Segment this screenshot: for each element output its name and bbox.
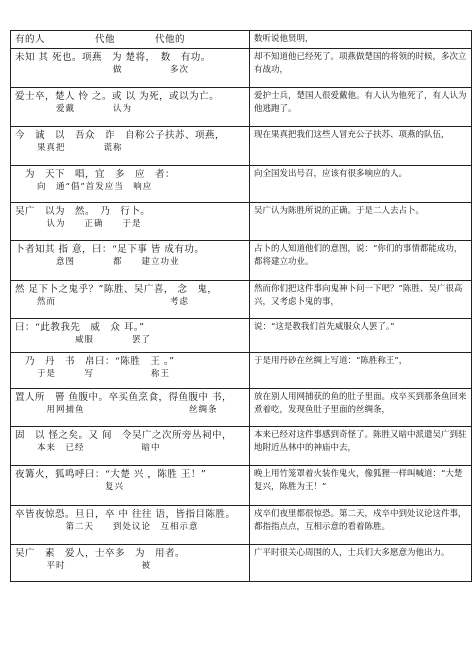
original-text-cell (11, 319, 250, 353)
original-sentence: 曰：“此教我先 威 众 耳。” (15, 322, 145, 333)
original-sentence: 有的人 代他 代他的 (15, 34, 186, 45)
table-row (11, 389, 472, 427)
original-text-cell (11, 241, 250, 281)
table-row (11, 166, 472, 203)
modern-translation: 爱护士兵，楚国人很爱戴他。有人认为他死了，有人认为他逃跑了。 (254, 91, 467, 114)
modern-translation: 晚上用竹笼罩着火装作鬼火，像狐狸一样叫喊道：“大楚复兴，陈胜为王！” (254, 469, 463, 492)
word-annotation: 向 通“倡”首发应当 响应 (37, 182, 153, 192)
modern-translation: 戍卒们夜里都很惊恐。第二天，戍卒中到处议论这件事，都指指点点，互相示意的看着陈胜。 (254, 509, 467, 532)
translation-cell (250, 506, 472, 545)
original-text-cell (11, 353, 250, 389)
translation-cell (250, 319, 472, 353)
original-sentence: 卒皆夜惊恐。旦日，卒 中 往往 语，皆指目陈胜。 (15, 509, 236, 520)
modern-translation: 向全国发出号召，应该有很多响应的人。 (254, 169, 408, 179)
table-row (11, 506, 472, 545)
translation-cell (250, 127, 472, 166)
word-annotation: 本来 已经 暗中 (37, 443, 161, 453)
word-annotation: 认为 正确 于是 (37, 219, 142, 229)
modern-translation: 却不知道他已经死了。项燕做楚国的将领的时候，多次立有战功， (254, 52, 467, 75)
original-text-cell (11, 49, 250, 88)
modern-translation: 放在别人用网捕获的鱼的肚子里面。戍卒买到那条鱼回来煮着吃，发现鱼肚子里面的丝绸条， (254, 392, 467, 415)
original-text-cell (11, 389, 250, 427)
translation-cell (250, 31, 472, 49)
modern-translation: 广平时很关心周围的人，士兵们大多愿意为他出力。 (254, 548, 450, 558)
modern-translation: 本来已经对这件事感到奇怪了。陈胜又暗中派遣吴广到驻地附近丛林中的神庙中去， (254, 430, 467, 453)
word-annotation: 威服 罢了 (37, 335, 152, 345)
original-sentence: 夜篝火，狐鸣呼曰：“大楚 兴 ，陈胜 王！” (15, 469, 207, 480)
table-row (11, 319, 472, 353)
translation-cell (250, 88, 472, 127)
translation-cell (250, 353, 472, 389)
word-annotation: 做 多次 (37, 65, 190, 75)
original-sentence: 然 足下卜之鬼乎？”陈胜、吴广喜， 念 鬼， (15, 284, 218, 295)
table-row (11, 545, 472, 582)
translation-cell (250, 49, 472, 88)
word-annotation: 平时 被 (37, 561, 152, 571)
original-text-cell (11, 203, 250, 241)
translation-cell (250, 427, 472, 466)
table-body (11, 31, 472, 582)
translation-cell (250, 466, 472, 506)
translation-cell (250, 545, 472, 582)
table-row (11, 466, 472, 506)
translation-table (10, 30, 472, 582)
translation-cell (250, 241, 472, 281)
original-sentence: 今 诚 以 吾众 诈 自称公子扶苏、项燕， (15, 130, 226, 141)
original-text-cell (11, 281, 250, 319)
modern-translation: 说：“这是教我们首先威服众人罢了。” (254, 322, 395, 332)
original-sentence: 乃 丹 书 帛曰：“陈胜 王 。” (15, 356, 175, 367)
word-annotation: 第二天 到处议论 互相示意 (37, 522, 199, 532)
original-text-cell (11, 466, 250, 506)
modern-translation: 吴广认为陈胜所说的正确。于是二人去占卜。 (254, 206, 425, 216)
word-annotation: 于是 写 称王 (37, 369, 171, 379)
original-sentence: 置人所 罾 鱼腹中。卒买鱼烹食，得鱼腹中 书， (15, 392, 233, 403)
table-row (11, 31, 472, 49)
table-row (11, 127, 472, 166)
word-annotation: 果真把 谎称 (37, 143, 123, 153)
modern-translation: 占卜的人知道他们的意图，说：“你们的事情都能成功，都将建立功业。 (254, 244, 463, 267)
modern-translation: 于是用丹砂在丝绸上写道：“陈胜称王”， (254, 356, 408, 366)
table-row (11, 203, 472, 241)
table-row (11, 427, 472, 466)
original-sentence: 为 天下 唱，宜 多 应 者： (15, 169, 176, 180)
translation-sheet (10, 30, 467, 582)
modern-translation: 然而你们把这件事向鬼神卜问一下吧？”陈胜、吴广很高兴，又考虑卜鬼的事， (254, 284, 463, 307)
table-row (11, 88, 472, 127)
original-text-cell (11, 127, 250, 166)
original-text-cell (11, 31, 250, 49)
original-text-cell (11, 427, 250, 466)
word-annotation: 用网捕鱼 丝绸条 (37, 405, 218, 415)
translation-cell (250, 203, 472, 241)
translation-cell (250, 166, 472, 203)
original-sentence: 爱士卒，楚人 怜 之。或 以 为死，或以为亡。 (15, 91, 220, 102)
original-sentence: 卜者知其 指 意，曰：“足下事 皆 成有功。 (15, 244, 205, 255)
original-text-cell (11, 166, 250, 203)
modern-translation: 数听说他贤明， (254, 34, 314, 44)
modern-translation: 现在果真把我们这些人冒充公子扶苏、项燕的队伍， (254, 130, 450, 140)
word-annotation: 复兴 (105, 482, 125, 492)
table-row (11, 281, 472, 319)
original-sentence: 未知 其 死也。项燕 为 楚将， 数 有功。 (15, 52, 211, 63)
original-sentence: 吴广 素 爱人，士卒多 为 用者。 (15, 548, 186, 559)
translation-cell (250, 389, 472, 427)
word-annotation: 爱戴 认为 (37, 104, 133, 114)
original-text-cell (11, 506, 250, 545)
table-row (11, 49, 472, 88)
translation-cell (250, 281, 472, 319)
original-text-cell (11, 88, 250, 127)
original-sentence: 吴广 以为 然。 乃 行卜。 (15, 206, 151, 217)
original-sentence: 固 以 怪之矣。又 间 令吴广之次所旁丛祠中， (15, 430, 233, 441)
original-text-cell (11, 545, 250, 582)
table-row (11, 353, 472, 389)
word-annotation: 然而 考虑 (37, 297, 190, 307)
word-annotation: 意图 都 建立功业 (37, 257, 180, 267)
table-row (11, 241, 472, 281)
